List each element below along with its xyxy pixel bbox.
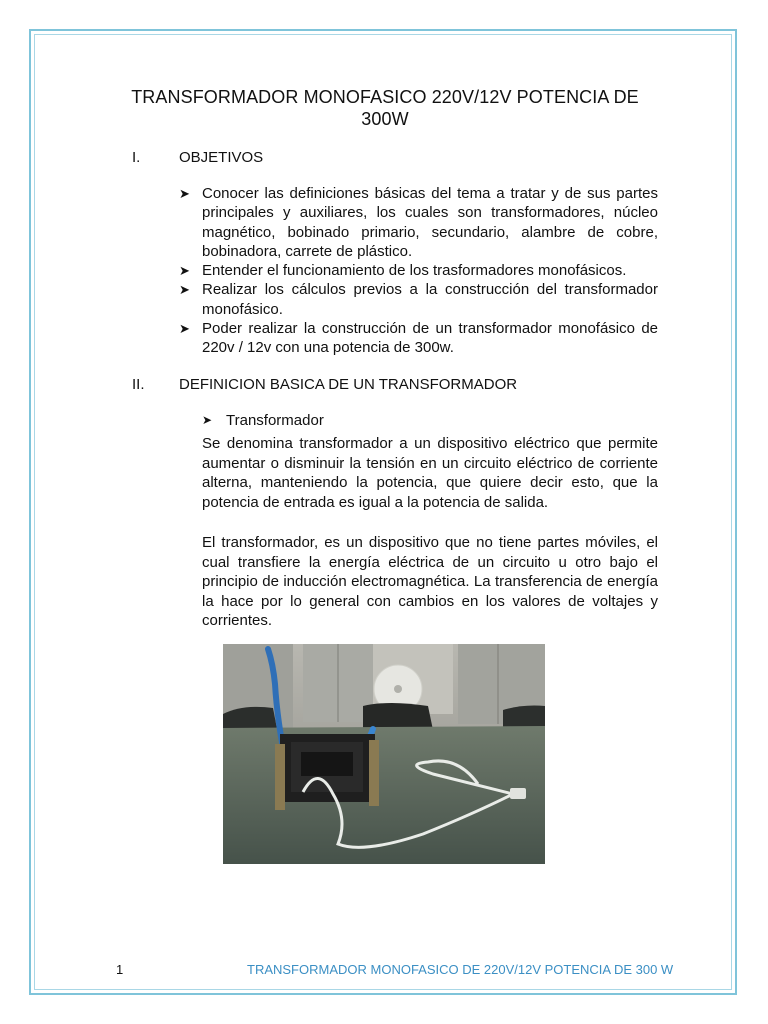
- list-item-text: Poder realizar la construcción de un transformador monofásico de 220v / 12v con una potencia de 300w.: [202, 320, 658, 357]
- arrowhead-bullet-icon: ➤: [179, 321, 190, 337]
- list-item: [179, 184, 658, 261]
- list-item: [179, 280, 658, 319]
- page-number: 1: [116, 962, 124, 977]
- transformer-photo: [223, 644, 545, 864]
- arrowhead-bullet-icon: ➤: [202, 413, 213, 427]
- arrowhead-bullet-icon: ➤: [179, 263, 190, 279]
- section-title: OBJETIVOS: [179, 149, 264, 166]
- list-item-text: Conocer las definiciones básicas del tema a tratar y de sus partes principales y auxiliares, los cuales son transformadores, núcleo magnético, bobinado primario, secundario, alambre de cobre, bobinadora, carrete de plástico.: [202, 185, 658, 260]
- list-item-text: Realizar los cálculos previos a la construcción del transformador monofásico.: [202, 281, 658, 318]
- arrowhead-bullet-icon: ➤: [179, 282, 190, 298]
- paragraph-description: El transformador, es un dispositivo que no tiene partes móviles, el cual transfiere la energía eléctrica de un circuito u otro bajo el principio de inducción electromagnética. La transferencia de energía la hace por lo general con cambios en los valores de voltajes y corrientes.: [202, 534, 658, 629]
- arrowhead-bullet-icon: ➤: [179, 186, 190, 201]
- paragraph-definition: Se denomina transformador a un dispositivo eléctrico que permite aumentar o disminuir la tensión en un circuito eléctrico de corriente alterna, manteniendo la potencia, que quiere decir esto, que la potencia de entrada es igual a la potencia de salida.: [202, 435, 658, 511]
- list-item: [179, 261, 658, 280]
- section-number: II.: [132, 376, 145, 393]
- subheading-text: Transformador: [226, 412, 324, 429]
- section-number: I.: [132, 149, 141, 166]
- section-title: DEFINICION BASICA DE UN TRANSFORMADOR: [179, 376, 518, 393]
- list-item: [179, 319, 658, 358]
- objectives-list: [179, 184, 658, 358]
- document-title: TRANSFORMADOR MONOFASICO 220V/12V POTENCIA DE 300W: [131, 87, 639, 129]
- footer-running-title: TRANSFORMADOR MONOFASICO DE 220V/12V POTENCIA DE 300 W: [247, 962, 674, 977]
- list-item-text: Entender el funcionamiento de los trasformadores monofásicos.: [202, 262, 627, 280]
